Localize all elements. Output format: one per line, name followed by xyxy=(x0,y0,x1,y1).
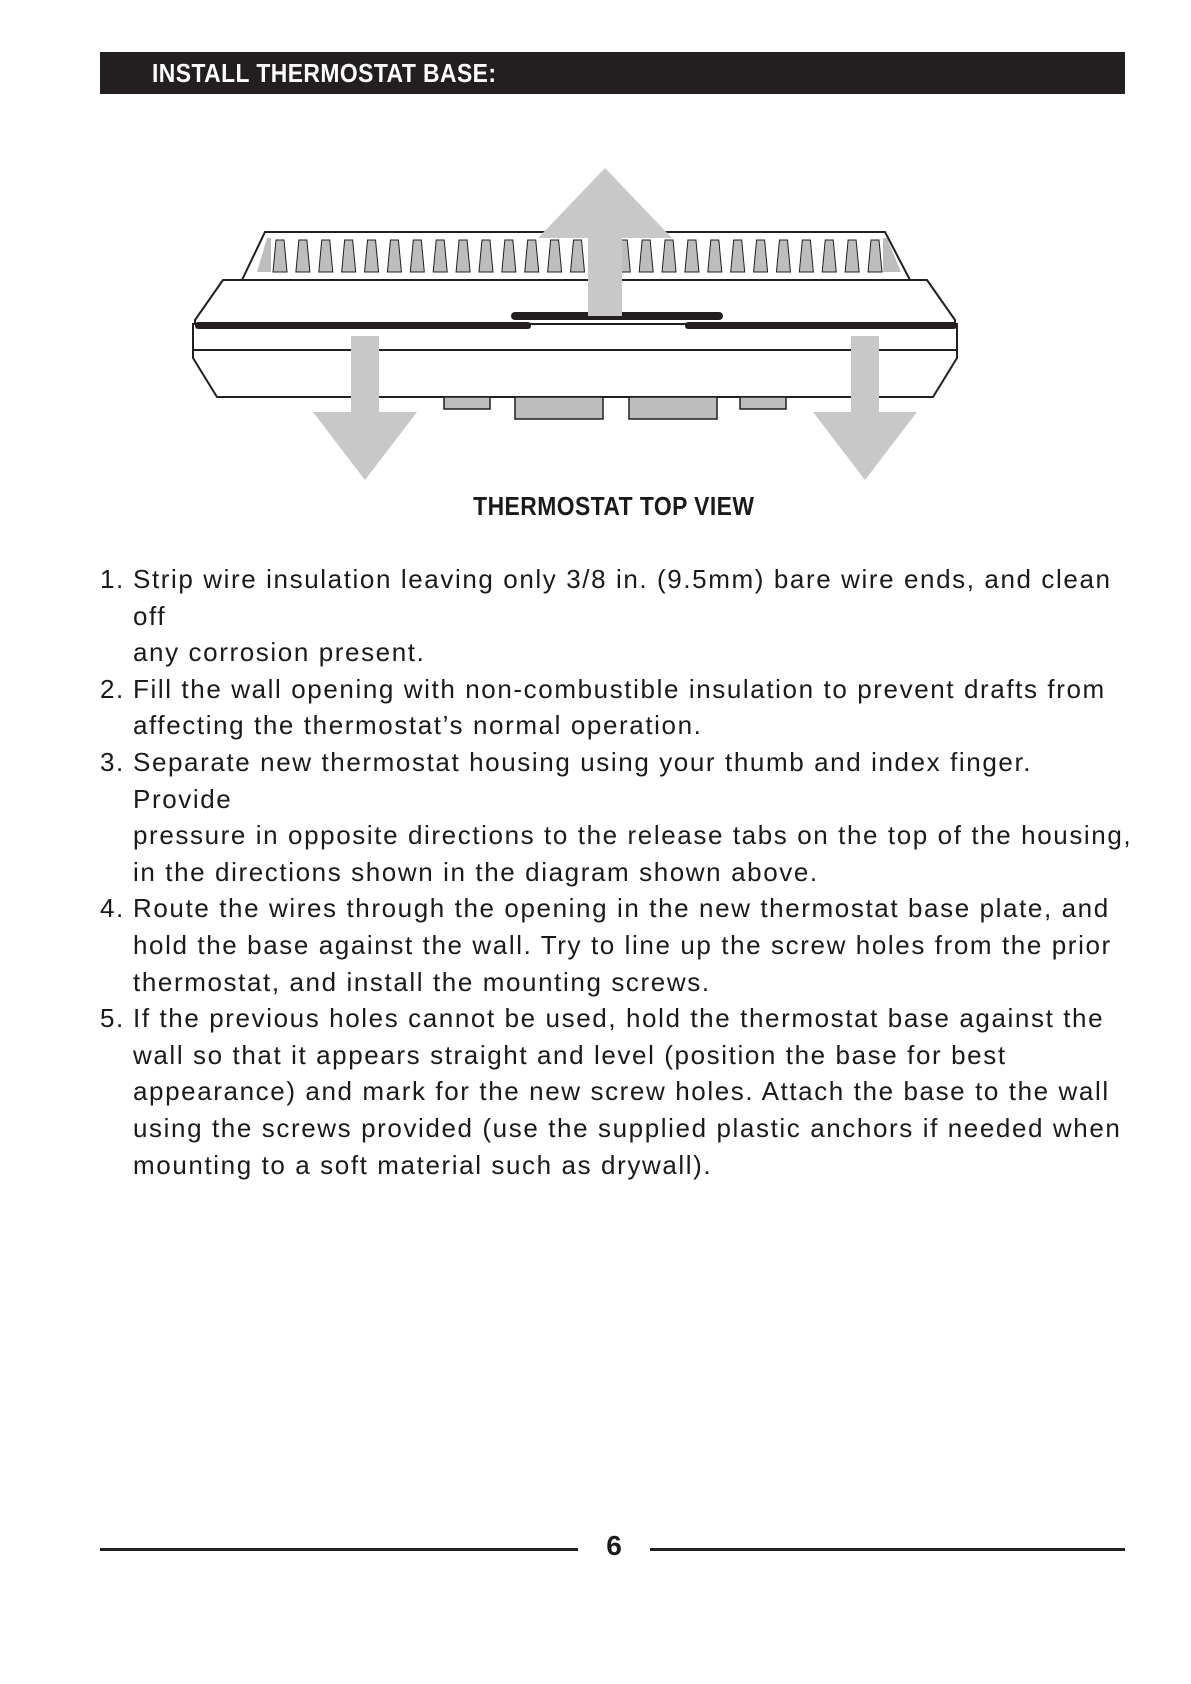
ventilation-fin xyxy=(731,240,745,272)
page-number: 6 xyxy=(606,1530,622,1561)
fin-corner-right xyxy=(883,238,901,272)
instruction-steps xyxy=(100,561,1140,1183)
ventilation-fin xyxy=(296,240,310,272)
ventilation-fin xyxy=(662,240,676,272)
bottom-tab-2 xyxy=(515,397,603,419)
ventilation-fin xyxy=(433,240,447,272)
thermostat-top-view-diagram xyxy=(185,160,1045,490)
bottom-tab-3 xyxy=(629,397,717,419)
ventilation-fin xyxy=(708,240,722,272)
instruction-step xyxy=(100,1000,1140,1183)
ventilation-fin xyxy=(365,240,379,272)
ventilation-fin xyxy=(387,240,401,272)
diagram-caption xyxy=(0,491,1191,522)
ventilation-fin xyxy=(502,240,516,272)
bottom-tab-4 xyxy=(740,397,786,409)
step-text: Route the wires through the opening in the new thermostat base plate, and hold the base against the wall. Try to line up the screw holes from the prior thermostat, and install the mounting screws. xyxy=(133,893,1112,997)
step-number: 4. xyxy=(100,893,125,924)
ventilation-fin xyxy=(868,240,882,272)
section-title: INSTALL THERMOSTAT BASE: xyxy=(152,58,497,88)
ventilation-fin xyxy=(410,240,424,272)
instruction-step xyxy=(100,671,1140,744)
thermostat-illustration xyxy=(185,160,1045,490)
footer-rule-right xyxy=(650,1548,1125,1551)
instruction-step xyxy=(100,744,1140,890)
ventilation-fin xyxy=(525,240,539,272)
housing-lower xyxy=(193,350,957,397)
ventilation-fin xyxy=(342,240,356,272)
ventilation-fin xyxy=(639,240,653,272)
ventilation-fin xyxy=(456,240,470,272)
step-text: If the previous holes cannot be used, hold the thermostat base against the wall so that it appears straight and level (position the base for best appearance) and mark for the new screw holes. Attach the base to the wall using the screws provided (use the supplied plastic anchors if needed when mounting to a soft material such as drywall). xyxy=(133,1003,1122,1180)
step-number: 1. xyxy=(100,564,125,594)
instruction-step xyxy=(100,890,1140,1000)
step-text: Separate new thermostat housing using your thumb and index finger. Provide pressure in opposite directions to the release tabs on the top of the housing, in the directions shown in the diagram shown above. xyxy=(133,746,1133,887)
step-number: 5. xyxy=(100,1003,125,1034)
step-text: Strip wire insulation leaving only 3/8 in. (9.5mm) bare wire ends, and clean off any corrosion present. xyxy=(133,564,1112,668)
ventilation-fin xyxy=(754,240,768,272)
step-number: 3. xyxy=(100,746,125,777)
ventilation-fin xyxy=(548,240,562,272)
ventilation-fin xyxy=(822,240,836,272)
bottom-tab-1 xyxy=(444,397,490,409)
section-header-bar xyxy=(100,52,1125,94)
step-number: 2. xyxy=(100,673,125,704)
ventilation-fin xyxy=(273,240,287,272)
ventilation-fin xyxy=(776,240,790,272)
ventilation-fin xyxy=(685,240,699,272)
instruction-step xyxy=(100,561,1140,671)
ventilation-fin xyxy=(571,240,585,272)
diagram-caption-text: THERMOSTAT TOP VIEW xyxy=(472,491,755,521)
release-tab-left xyxy=(195,322,531,329)
ventilation-fin xyxy=(845,240,859,272)
ventilation-fin xyxy=(799,240,813,272)
release-tab-right xyxy=(685,322,957,329)
ventilation-fin xyxy=(319,240,333,272)
ventilation-fin xyxy=(479,240,493,272)
footer-rule-left xyxy=(100,1548,578,1551)
step-text: Fill the wall opening with non-combustible insulation to prevent drafts from affecting the thermostat’s normal operation. xyxy=(133,673,1106,741)
